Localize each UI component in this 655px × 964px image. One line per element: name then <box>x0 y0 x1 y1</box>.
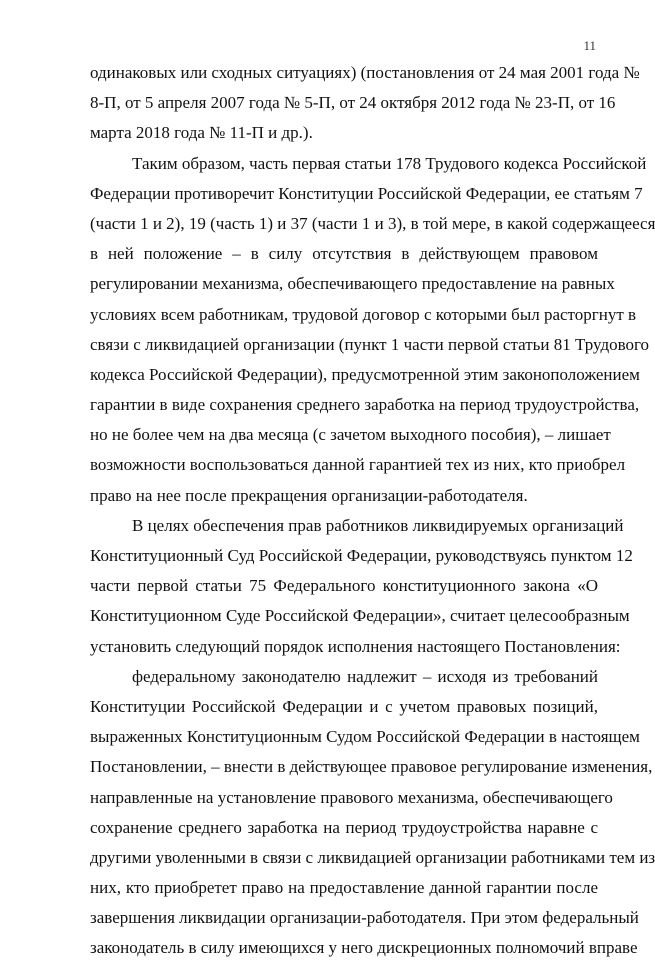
text-line: установить следующий порядок исполнения настоящего Постановления: <box>90 636 621 656</box>
text-line: Постановлении, – внести в действующее правовое регулирование изменения, <box>90 757 653 777</box>
text-line: в ней положение – в силу отсутствия в действующем правовом <box>90 244 598 264</box>
text-line: право на нее после прекращения организации-работодателя. <box>90 485 528 505</box>
text-line: 8-П, от 5 апреля 2007 года № 5-П, от 24 октября 2012 года № 23-П, от 16 <box>90 93 616 113</box>
text-line: связи с ликвидацией организации (пункт 1 части первой статьи 81 Трудового <box>90 334 650 354</box>
text-line: федеральному законодателю надлежит – исходя из требований <box>132 666 598 686</box>
text-line: В целях обеспечения прав работников ликвидируемых организаций <box>132 515 624 535</box>
text-line: регулировании механизма, обеспечивающего предоставление на равных <box>90 274 615 294</box>
text-line: условиях всем работникам, трудовой договор с которыми был расторгнут в <box>90 304 637 324</box>
text-line: выраженных Конституционным Судом Российской Федерации в настоящем <box>90 727 640 747</box>
text-line: кодекса Российской Федерации), предусмотренной этим законоположением <box>90 364 640 384</box>
text-line: марта 2018 года № 11-П и др.). <box>90 123 313 143</box>
page-number: 11 <box>583 38 596 53</box>
text-line: Таким образом, часть первая статьи 178 Трудового кодекса Российской <box>132 153 647 173</box>
text-line: Конституции Российской Федерации и с учетом правовых позиций, <box>90 696 598 716</box>
text-line: Федерации противоречит Конституции Российской Федерации, ее статьям 7 <box>90 183 643 203</box>
text-line: (части 1 и 2), 19 (часть 1) и 37 (части 1 и 3), в той мере, в какой содержащееся <box>90 213 655 233</box>
text-line: возможности воспользоваться данной гарантией тех из них, кто приобрел <box>90 455 626 475</box>
text-line: них, кто приобретет право на предоставление данной гарантии после <box>90 878 598 898</box>
text-line: но не более чем на два месяца (с зачетом выходного пособия), – лишает <box>90 425 611 445</box>
text-line: части первой статьи 75 Федерального конституционного закона «О <box>90 576 598 596</box>
text-line: гарантии в виде сохранения среднего заработка на период трудоустройства, <box>90 395 640 415</box>
text-line: законодатель в силу имеющихся у него дискреционных полномочий вправе <box>90 938 638 958</box>
text-line: направленные на установление правового механизма, обеспечивающего <box>90 787 613 807</box>
text-line: одинаковых или сходных ситуациях) (постановления от 24 мая 2001 года № <box>90 63 640 82</box>
text-line: Конституционном Суде Российской Федерации», считает целесообразным <box>90 606 630 626</box>
text-line: сохранение среднего заработка на период трудоустройства наравне с <box>90 817 598 837</box>
text-line: другими уволенными в связи с ликвидацией организации работниками тем из <box>90 847 655 867</box>
body-text <box>90 58 655 964</box>
text-line: Конституционный Суд Российской Федерации, руководствуясь пунктом 12 <box>90 546 633 565</box>
text-line: завершения ликвидации организации-работодателя. При этом федеральный <box>90 908 639 928</box>
